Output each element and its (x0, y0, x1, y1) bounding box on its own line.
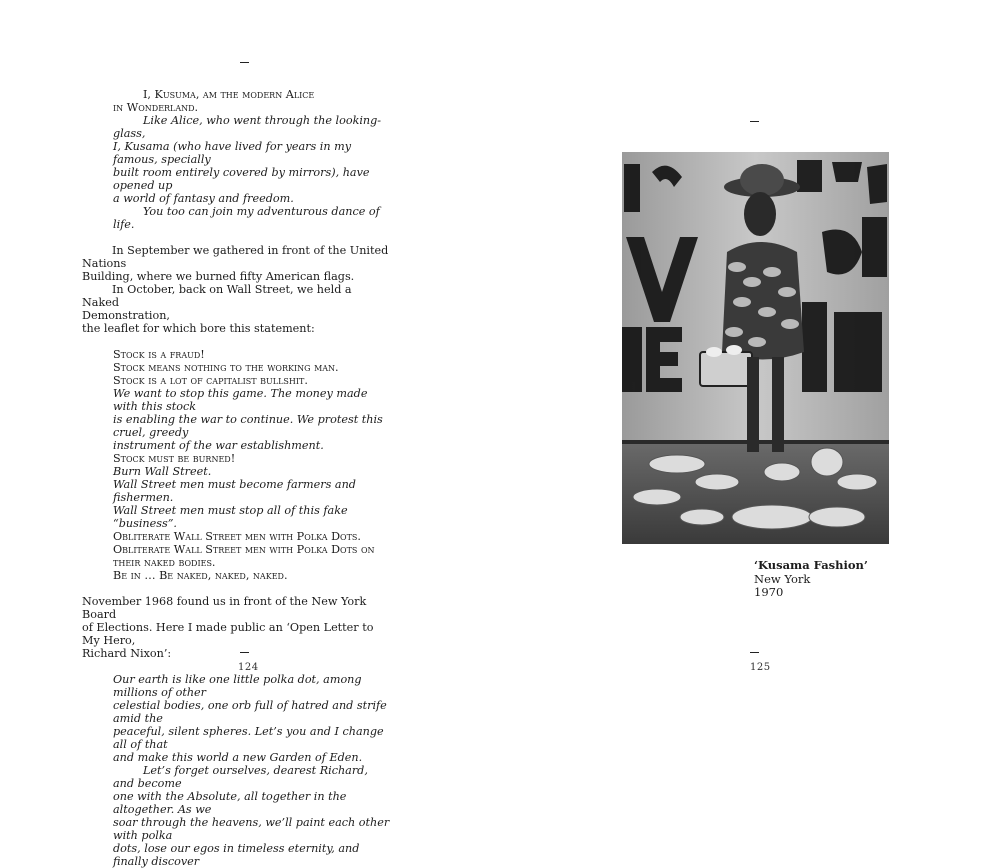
letter-line: one with the Absolute, all together in the altogether. As we (113, 790, 347, 816)
bottom-rule (750, 652, 759, 653)
page-number: 125 (750, 662, 771, 673)
leaflet-line: We want to stop this game. The money made with this stock (113, 387, 368, 413)
top-rule (750, 121, 759, 122)
top-rule (240, 62, 249, 63)
text-line: Demonstration, (82, 309, 170, 322)
leaflet-line: Obliterate Wall Street men with Polka Dots on (113, 543, 375, 556)
page-number: 124 (238, 662, 259, 673)
leaflet-line: Stock is a fraud! (113, 348, 205, 361)
poem-line: I, Kusuma, am the modern Alice (143, 88, 315, 101)
right-page (500, 0, 1000, 708)
photo-caption (754, 559, 868, 600)
poem-line: You too can join my adventurous dance of life. (113, 205, 380, 231)
text-line: the leaflet for which bore this statement: (82, 322, 315, 335)
leaflet-line: instrument of the war establishment. (113, 439, 324, 452)
poem-line: built room entirely covered by mirrors), have opened up (113, 166, 370, 192)
caption-place: New York (754, 571, 811, 586)
caption-year: 1970 (754, 585, 784, 599)
letter-line: dots, lose our egos in timeless eternity, and finally discover (113, 842, 360, 868)
text-line: of Elections. Here I made public an ‘Open Letter to My Hero, (82, 621, 374, 647)
text-line: In September we gathered in front of the United Nations (82, 244, 389, 270)
leaflet-statement (82, 348, 392, 582)
leaflet-line: Stock must be burned! (113, 452, 236, 465)
leaflet-line: Wall Street men must become farmers and fishermen. (113, 478, 356, 504)
leaflet-line: is enabling the war to continue. We protest this cruel, greedy (113, 413, 383, 439)
leaflet-line: Be in … Be naked, naked, naked. (113, 569, 288, 582)
poem-line: a world of fantasy and freedom. (113, 192, 294, 205)
letter-line: celestial bodies, one orb full of hatred and strife amid the (113, 699, 387, 725)
open-letter (82, 673, 392, 868)
poem (82, 88, 392, 231)
text-line: In October, back on Wall Street, we held a Naked (82, 283, 352, 309)
leaflet-line: Wall Street men must stop all of this fake “business”. (113, 504, 348, 530)
poem-line: I, Kusama (who have lived for years in my famous, specially (113, 140, 352, 166)
text-line: Building, where we burned fifty American flags. (82, 270, 355, 283)
leaflet-line: their naked bodies. (113, 556, 216, 569)
letter-line: peaceful, silent spheres. Let’s you and I change all of that (113, 725, 384, 751)
leaflet-line: Stock is a lot of capitalist bullshit. (113, 374, 308, 387)
letter-line: Let’s forget ourselves, dearest Richard, and become (113, 764, 368, 790)
leaflet-line: Burn Wall Street. (113, 465, 212, 478)
letter-line: soar through the heavens, we’ll paint each other with polka (113, 816, 390, 842)
text-line: Richard Nixon’: (82, 647, 172, 660)
poem-line: in Wonderland. (113, 101, 199, 114)
letter-line: and make this world a new Garden of Eden. (113, 751, 363, 764)
text-line: November 1968 found us in front of the New York Board (82, 595, 367, 621)
poem-line: Like Alice, who went through the looking-glass, (113, 114, 382, 140)
paragraph-october (82, 283, 392, 335)
photograph (622, 152, 889, 544)
paragraph-november (82, 595, 392, 660)
leaflet-line: Stock means nothing to the working man. (113, 361, 339, 374)
body-text (82, 88, 392, 868)
caption-title: ‘Kusama Fashion’ (754, 558, 868, 572)
bottom-rule (240, 652, 249, 653)
paragraph-september (82, 244, 392, 283)
leaflet-line: Obliterate Wall Street men with Polka Dots. (113, 530, 361, 543)
letter-line: Our earth is like one little polka dot, among millions of other (113, 673, 362, 699)
